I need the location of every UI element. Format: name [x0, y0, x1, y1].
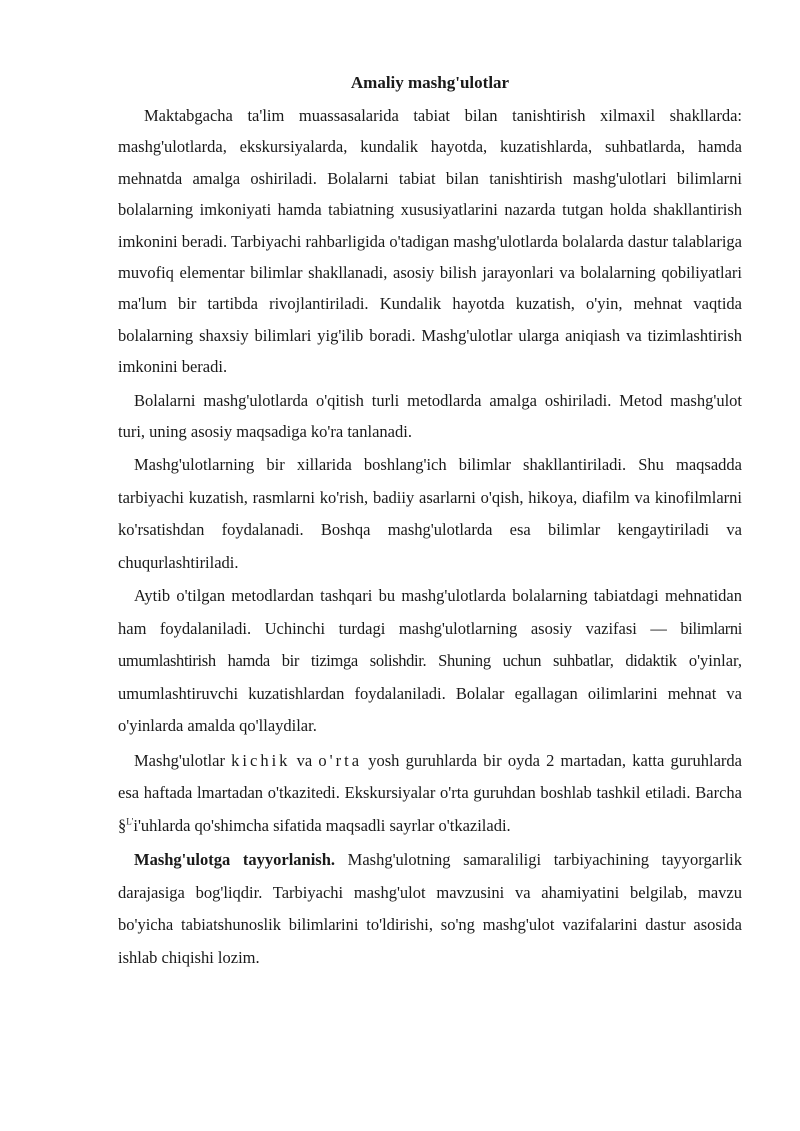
paragraph-5-part-2: va [290, 750, 319, 770]
paragraph-2: Bolalarni mashg'ulotlarda o'qitish turli metodlarda amalga oshiriladi. Metod mashg'ulot turi, uning asosiy maqsadiga ko'ra tanlanadi. [118, 390, 742, 442]
paragraph-4-part-2: bilimlarni umumlashtirish hamda bir tizimga solishdir. Shuning uchun suhbatlar, didaktik [118, 618, 742, 671]
paragraph-4-part-1: Aytib o'tilgan metodlardan tashqari bu mashg'ulotlarda bolalarning tabiatdagi mehnatidan ham foydalaniladi. Uchinchi turdagi mashg'ulotlarning asosiy vazifasi — [118, 586, 742, 638]
superscript-artifact: L' [126, 816, 134, 827]
emphasis-orta: o'rta [318, 750, 363, 770]
paragraph-5-part-1: Mashg'ulotlar [134, 750, 232, 770]
document-page [118, 72, 742, 974]
section-heading-tayyorlanish: Mashg'ulotga tayyorlanish. [134, 850, 336, 870]
paragraph-5-part-3: yosh guruhlarda bir oyda 2 martadan, katta guruhlarda esa haftada lmartadan o'tkazitedi. Ekskursiyalar o'rta guruhdan boshlab tashkil etiladi. Barcha § [118, 750, 742, 835]
paragraph-4-part-3: o'yinlar, umumlashtiruvchi kuzatishlardan foydalaniladi. Bolalar egallagan oilimlarini mehnat va o'yinlarda amalda qo'llaydilar. [118, 651, 743, 736]
paragraph-6 [118, 844, 742, 974]
paragraph-5-part-4: i'uhlarda qo'shimcha sifatida maqsadli sayrlar o'tkaziladi. [133, 815, 511, 835]
paragraph-5 [118, 745, 742, 843]
document-title: Amaliy mashg'ulotlar [350, 73, 510, 92]
emphasis-kichik: kichik [231, 750, 291, 770]
paragraph-4 [118, 580, 742, 743]
paragraph-1: Maktabgacha ta'lim muassasalarida tabiat bilan tanishtirish xilmaxil shakllarda: mashg'ulotlarda, ekskursiyalarda, kundalik hayotda, kuzatishlarda, suhbatlarda, hamda mehnatda amalga oshiriladi. Bolalarni tabiat bilan tanishtirish mashg'ulotlari bilimlarni bolalarning imkoniyati hamda tabiatning xususiyatlarini nazarda tutgan holda shakllantirish imkonini beradi. Tarbiyachi rahbarligida o'tadigan mashg'ulotlarda bolalarda dastur talablariga muvofiq elementar bilimlar shakllanadi, asosiy bilish jarayonlari va bolalarning qobiliyatlari ma'lum bir tartibda rivojlantiriladi. Kundalik hayotda kuzatish, o'yin, mehnat vaqtida bolalarning shaxsiy bilimlari yig'ilib boradi. Mashg'ulotlar ularga aniqiash va tizimlashtirish imkonini beradi. [118, 106, 742, 377]
paragraph-6-text: Mashg'ulotning samaraliligi tarbiyachining tayyorgarlik darajasiga bog'liqdir. Tarbiyachi mashg'ulot mavzusini va ahamiyatini belgilab, mavzu bo'yicha tabiatshunoslik bilimlarini to'ldirishi, so'ng mashg'ulot vazifalarini dastur asosida ishlab chiqishi lozim. [118, 850, 742, 967]
paragraph-3: Mashg'ulotlarning bir xillarida boshlang'ich bilimlar shakllantiriladi. Shu maqsadda tarbiyachi kuzatish, rasmlarni ko'rish, badiiy asarlarni o'qish, hikoya, diafilm va kinofilmlarni ko'rsatishdan foydalanadi. Boshqa mashg'ulotlarda esa bilimlar kengaytiriladi va chuqurlashtiriladi. [118, 455, 742, 572]
